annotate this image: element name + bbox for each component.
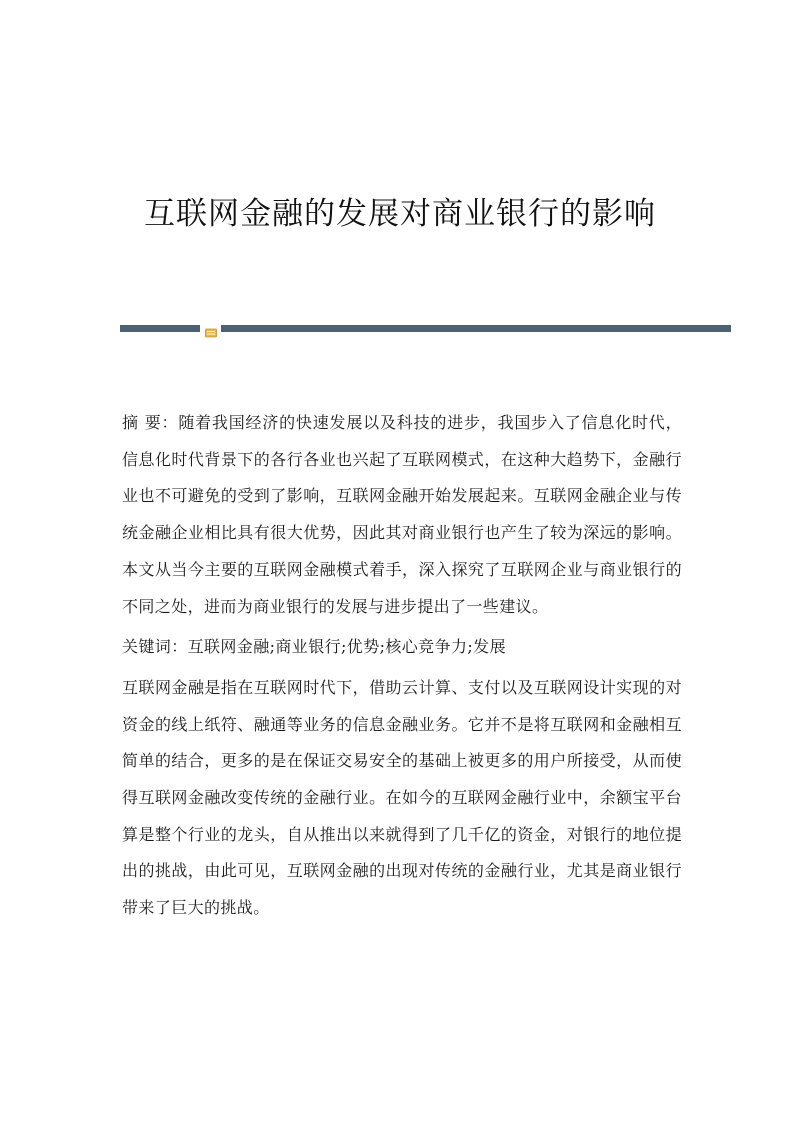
page-title: 互联网金融的发展对商业银行的影响 (144, 196, 656, 232)
divider-bar-left (120, 325, 200, 332)
document-body (122, 405, 682, 927)
abstract-text: 随着我国经济的快速发展以及科技的进步，我国步入了信息化时代，信息化时代背景下的各行各业也兴起了互联网模式，在这种大趋势下，金融行业也不可避免的受到了影响，互联网金融开始发展起来。互联网金融企业与传统金融企业相比具有很大优势，因此其对商业银行也产生了较为深远的影响。本文从当今主要的互联网金融模式着手，深入探究了互联网企业与商业银行的不同之处，进而为商业银行的发展与进步提出了一些建议。 (122, 413, 682, 616)
keywords-label: 关键词： (122, 637, 188, 657)
body-paragraph: 互联网金融是指在互联网时代下，借助云计算、支付以及互联网设计实现的对资金的线上纸符、融通等业务的信息金融业务。它并不是将互联网和金融相互简单的结合，更多的是在保证交易安全的基础上被更多的用户所接受，从而使得互联网金融改变传统的金融行业。在如今的互联网金融行业中，余额宝平台算是整个行业的龙头，自从推出以来就得到了几千亿的资金，对银行的地位提出的挑战，由此可见，互联网金融的出现对传统的金融行业，尤其是商业银行带来了巨大的挑战。 (122, 677, 682, 918)
abstract-paragraph (122, 405, 682, 625)
keywords-paragraph (122, 629, 682, 666)
title-divider (120, 325, 731, 333)
divider-bar-right (221, 325, 731, 332)
pencil-ornament-icon (205, 323, 217, 333)
abstract-label: 摘 要： (122, 413, 179, 432)
keywords-text: 互联网金融;商业银行;优势;核心竞争力;发展 (187, 637, 506, 657)
